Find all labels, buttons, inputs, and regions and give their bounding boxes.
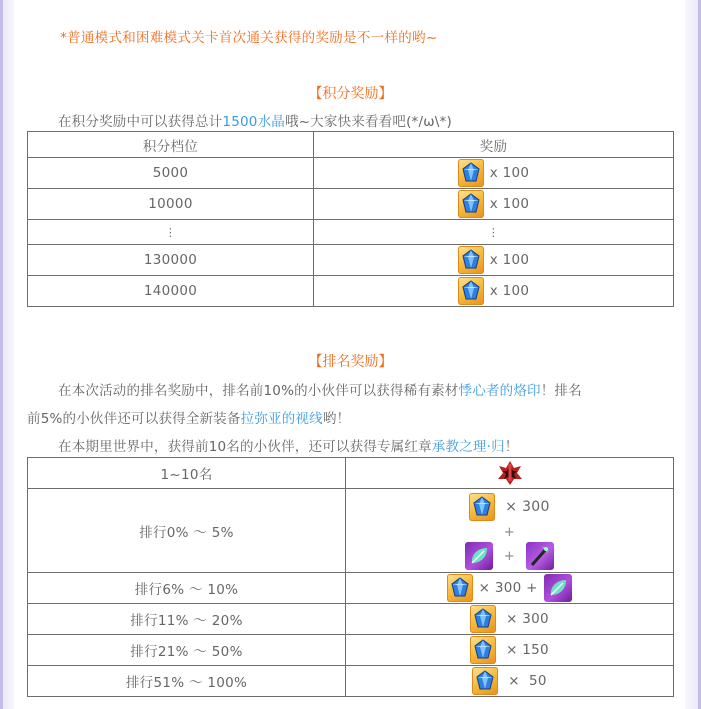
- reward-amount: × 300: [506, 611, 549, 627]
- crystal-total-highlight: 1500水晶: [222, 114, 285, 130]
- rank-cell: 排行11% ～ 20%: [28, 604, 346, 635]
- reward-amount: × 50: [508, 673, 547, 689]
- table-row: [28, 158, 674, 189]
- reward-cell: [346, 666, 674, 697]
- table-row: [28, 604, 674, 635]
- score-cell: 5000: [28, 158, 314, 189]
- rank-paragraph-3: [58, 435, 518, 455]
- reward-cell: [314, 245, 674, 276]
- crystal-icon: [472, 667, 498, 695]
- rank-paragraph-2: [27, 407, 350, 427]
- reward-amount: x 100: [489, 252, 530, 268]
- reward-amount: x 100: [489, 165, 530, 181]
- score-cell: 10000: [28, 189, 314, 220]
- reward-cell: [314, 158, 674, 189]
- rank-p3-text: 在本期里世界中，获得前10名的小伙伴，还可以获得专属红章: [58, 439, 432, 455]
- red-badge-icon: [497, 460, 523, 486]
- reward-amount: × 300: [505, 499, 550, 515]
- reward-cell: [314, 276, 674, 307]
- reward-note: *普通模式和困难模式关卡首次通关获得的奖励是不一样的哟~: [60, 30, 438, 46]
- ellipsis-cell: ⋮: [314, 220, 674, 245]
- reward-cell: [314, 189, 674, 220]
- table-row-ellipsis: [28, 220, 674, 245]
- rank-cell: 排行6% ～ 10%: [28, 573, 346, 604]
- score-cell: 130000: [28, 245, 314, 276]
- reward-amount: × 300 +: [478, 580, 538, 596]
- reward-amount: × 150: [506, 642, 549, 658]
- rank-paragraph-1: [58, 379, 582, 399]
- ellipsis-cell: ⋮: [28, 220, 314, 245]
- rank-section-title: 【排名奖励】: [308, 354, 393, 370]
- material-name-highlight: 悸心者的烙印: [458, 383, 541, 399]
- table-row: [28, 276, 674, 307]
- badge-name-highlight: 承教之理·归: [431, 439, 505, 455]
- table-row: [28, 245, 674, 276]
- leaf-material-icon: [465, 542, 493, 570]
- crystal-icon: [447, 574, 473, 602]
- score-intro: [58, 110, 452, 130]
- rank-p2-tail: 哟！: [322, 411, 351, 427]
- reward-cell: [346, 635, 674, 666]
- score-intro-tail: 哦~大家快来看看吧(*/ω\*): [284, 114, 452, 130]
- crystal-icon: [470, 636, 496, 664]
- rank-p3-tail: ！: [504, 439, 519, 455]
- reward-cell: [346, 489, 674, 573]
- table-row: [28, 189, 674, 220]
- score-section-title: 【积分奖励】: [308, 86, 393, 102]
- crystal-icon: [458, 277, 484, 305]
- reward-amount: x 100: [489, 196, 530, 212]
- reward-cell: [346, 604, 674, 635]
- leaf-material-icon: [544, 574, 572, 602]
- plus-sign: +: [503, 549, 516, 564]
- rank-p2-text: 前5%的小伙伴还可以获得全新装备: [27, 411, 241, 427]
- equipment-name-highlight: 拉弥亚的视线: [240, 411, 323, 427]
- crystal-icon: [469, 493, 495, 521]
- reward-cell: [346, 458, 674, 489]
- rank-p1-tail: ！排名: [540, 383, 582, 399]
- rank-cell: 排行21% ～ 50%: [28, 635, 346, 666]
- rank-cell: 排行51% ～ 100%: [28, 666, 346, 697]
- score-intro-text: 在积分奖励中可以获得总计: [58, 114, 223, 130]
- rank-p1-text: 在本次活动的排名奖励中，排名前10%的小伙伴可以获得稀有素材: [58, 383, 459, 399]
- table-row: [28, 489, 674, 573]
- header-reward: 奖励: [314, 132, 674, 158]
- header-score: 积分档位: [28, 132, 314, 158]
- rank-cell: 排行0% ～ 5%: [28, 489, 346, 573]
- crystal-icon: [458, 159, 484, 187]
- table-row: [28, 666, 674, 697]
- crystal-icon: [458, 190, 484, 218]
- score-cell: 140000: [28, 276, 314, 307]
- reward-amount: x 100: [489, 283, 530, 299]
- rank-cell: 1~10名: [28, 458, 346, 489]
- table-row: [28, 635, 674, 666]
- reward-cell: [346, 573, 674, 604]
- rank-reward-table: [27, 457, 674, 697]
- staff-equipment-icon: [526, 542, 554, 570]
- table-row: [28, 573, 674, 604]
- crystal-icon: [470, 605, 496, 633]
- table-row: [28, 458, 674, 489]
- table-header-row: [28, 132, 674, 158]
- crystal-icon: [458, 246, 484, 274]
- score-reward-table: [27, 131, 674, 307]
- plus-sign: +: [503, 525, 516, 540]
